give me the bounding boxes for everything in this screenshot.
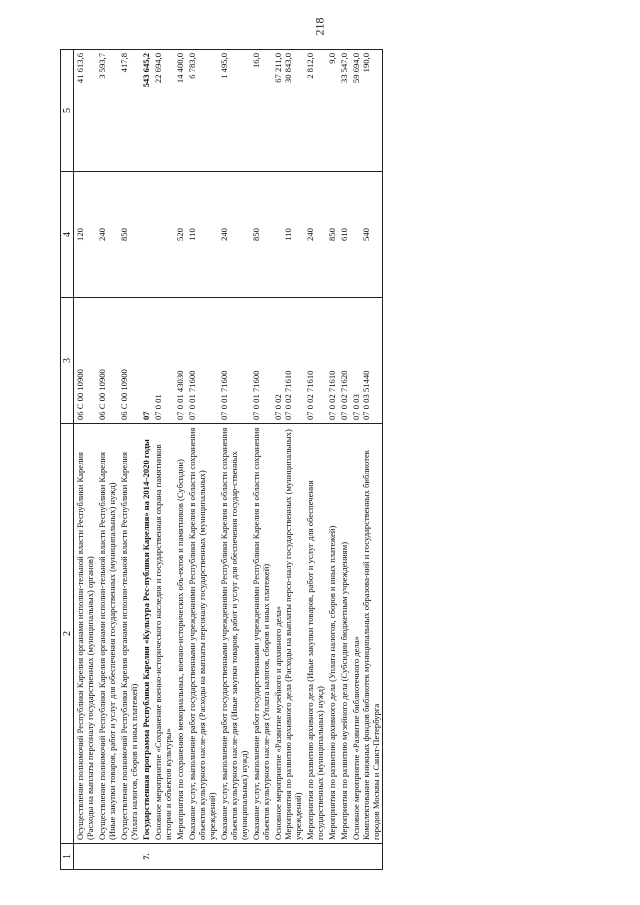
row-amount: 543 645,2: [140, 50, 152, 172]
row-amount: 417,8: [118, 50, 140, 172]
row-code: 07 0 02 71610: [326, 298, 338, 424]
row-expense-type: [140, 172, 152, 298]
table-row: [304, 50, 326, 870]
row-code: 07 0 01 71600: [186, 298, 218, 424]
row-expense-type: 610: [338, 172, 350, 298]
table-row: [350, 50, 383, 870]
row-number: [174, 844, 186, 870]
row-number: [350, 844, 383, 870]
row-expense-type: 240: [304, 172, 326, 298]
row-expense-type: 850: [118, 172, 140, 298]
row-amount: 67 211,0 30 843,0: [272, 50, 304, 172]
row-name: Оказание услуг, выполнение работ государственными учреждениями Республики Карелия в области сохранения объектов культурного насле-дия (Уплата налогов, сборов и иных платежей): [250, 424, 272, 844]
row-expense-type: 540: [350, 172, 383, 298]
table-row: [152, 50, 174, 870]
row-expense-type: 850: [326, 172, 338, 298]
row-expense-type: 110: [272, 172, 304, 298]
row-name: Мероприятия по развитию архивного дела (Уплата налогов, сборов и иных платежей): [326, 424, 338, 844]
table-row: [326, 50, 338, 870]
header-row: [61, 50, 74, 870]
row-number: [304, 844, 326, 870]
table-row: [140, 50, 152, 870]
row-expense-type: 520: [174, 172, 186, 298]
budget-table: [60, 49, 383, 870]
row-amount: 41 613,6: [74, 50, 97, 172]
row-amount: 1 495,0: [218, 50, 250, 172]
row-name: Государственная программа Республики Карелия «Культура Рес-публики Карелия» на 2014–2020 годы: [140, 424, 152, 844]
row-code: 06 С 00 10900: [118, 298, 140, 424]
row-code: 07 0 01: [152, 298, 174, 424]
row-name: Мероприятия по сохранению мемориальных, военно-исторических объ-ектов и памятников (Субсидии): [174, 424, 186, 844]
table-row: [174, 50, 186, 870]
table-row: [118, 50, 140, 870]
row-name: Мероприятия по развитию музейного дела (Субсидии бюджетным учреждениям): [338, 424, 350, 844]
page-number: 218: [312, 17, 327, 35]
row-number: [338, 844, 350, 870]
row-code: 07 0 01 71600: [218, 298, 250, 424]
row-amount: 14 400,0: [174, 50, 186, 172]
header-col-4: 4: [61, 172, 74, 298]
table-row: [338, 50, 350, 870]
row-code: 07 0 03 07 0 03 51440: [350, 298, 383, 424]
row-amount: 3 593,7: [96, 50, 118, 172]
row-name: Осуществление полномочий Республики Карелия органами исполни-тельной власти Республики Карелия (Расходы на выплаты персоналу государственных (муниципальных) органов): [74, 424, 97, 844]
row-expense-type: 110: [186, 172, 218, 298]
table-row: [96, 50, 118, 870]
row-expense-type: 120: [74, 172, 97, 298]
row-amount: 2 812,0: [304, 50, 326, 172]
header-col-2: 2: [61, 424, 74, 844]
row-code: 07 0 02 71610: [304, 298, 326, 424]
row-number: [250, 844, 272, 870]
row-number: [118, 844, 140, 870]
row-code: 07 0 01 43030: [174, 298, 186, 424]
row-number: [186, 844, 218, 870]
row-code: 07 0 02 71620: [338, 298, 350, 424]
row-amount: 59 694,0 190,0: [350, 50, 383, 172]
row-code: 07: [140, 298, 152, 424]
row-name: Основное мероприятие «Сохранение военно-исторического наследия и государственная охрана памятников истории и объектов культуры»: [152, 424, 174, 844]
table-row: [74, 50, 97, 870]
table-row: [250, 50, 272, 870]
row-number: 7.: [140, 844, 152, 870]
row-amount: 16,0: [250, 50, 272, 172]
row-expense-type: 240: [96, 172, 118, 298]
row-name: Оказание услуг, выполнение работ государственными учреждениями Республики Карелия в области сохранения объектов культурного насле-дия (Расходы на выплаты персоналу государственных (муниципальных) учреждений): [186, 424, 218, 844]
row-name: Осуществление полномочий Республики Карелия органами исполни-тельной власти Республики Карелия (Иные закупки товаров, работ и услуг для обеспечения государственных (муниципальных) нужд): [96, 424, 118, 844]
row-number: [218, 844, 250, 870]
row-expense-type: [152, 172, 174, 298]
header-col-5: 5: [61, 50, 74, 172]
row-expense-type: 240: [218, 172, 250, 298]
row-code: 06 С 00 10900: [74, 298, 97, 424]
table-row: [218, 50, 250, 870]
row-amount: 6 783,0: [186, 50, 218, 172]
table-row: [186, 50, 218, 870]
table-row: [272, 50, 304, 870]
header-col-3: 3: [61, 298, 74, 424]
row-name: Оказание услуг, выполнение работ государственными учреждениями Республики Карелия в области сохранения объектов культурного насле-дия (Иные закупки товаров, работ и услуг для обеспечения государ-ственных (муниципальных) нужд): [218, 424, 250, 844]
row-amount: 22 694,0: [152, 50, 174, 172]
row-number: [152, 844, 174, 870]
row-number: [96, 844, 118, 870]
rotated-budget-table-page: [60, 50, 600, 870]
header-col-1: 1: [61, 844, 74, 870]
row-number: [326, 844, 338, 870]
row-expense-type: 850: [250, 172, 272, 298]
row-amount: 9,0: [326, 50, 338, 172]
row-number: [74, 844, 97, 870]
row-name: Осуществление полномочий Республики Карелия органами исполни-тельной власти Республики Карелия (Уплата налогов, сборов и иных платежей): [118, 424, 140, 844]
row-name: Мероприятия по развитию архивного дела (Иные закупки товаров, работ и услуг для обеспечения государственных (муниципальных) нужд): [304, 424, 326, 844]
row-name: Основное мероприятие «Развитие музейного и архивного дела» Мероприятия по развитию архивного дела (Расходы на выплаты персо-налу государственных (муниципальных) учреждений): [272, 424, 304, 844]
row-amount: 33 547,0: [338, 50, 350, 172]
row-code: 07 0 02 07 0 02 71610: [272, 298, 304, 424]
row-code: 06 С 00 10900: [96, 298, 118, 424]
row-name: Основное мероприятие «Развитие библиотечного дела» Комплектование книжных фондов библиотек муниципальных образова-ний и государственных библиотек городов Москвы и Санкт-Петербурга: [350, 424, 383, 844]
row-number: [272, 844, 304, 870]
row-code: 07 0 01 71600: [250, 298, 272, 424]
